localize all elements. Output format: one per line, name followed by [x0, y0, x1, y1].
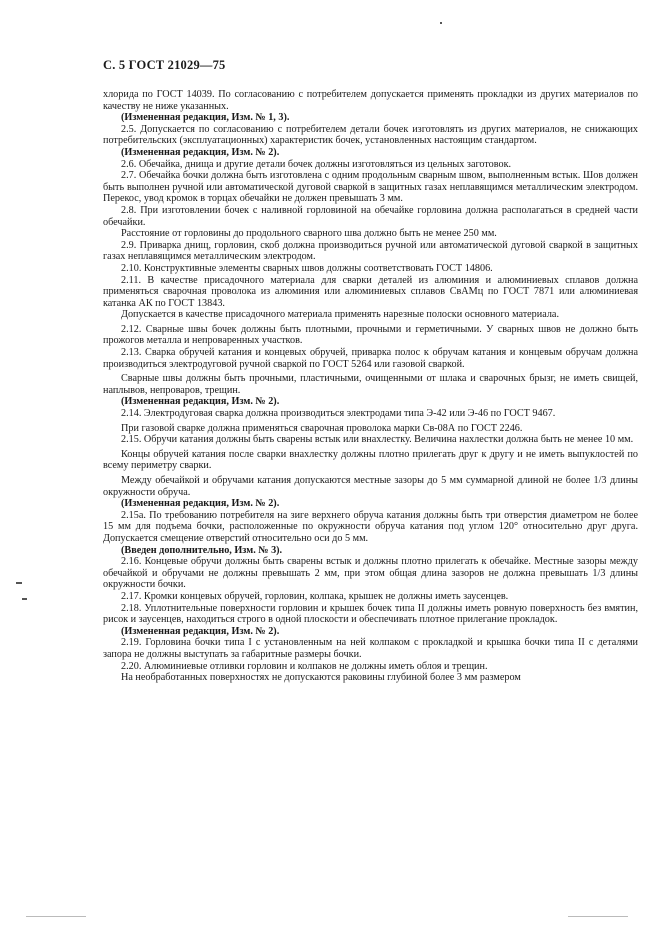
scan-mark — [22, 598, 27, 600]
paragraph: 2.12. Сварные швы бочек должны быть плотными, прочными и герметичными. У сварных швов не должно быть прожогов металла и непроваренных участков. — [103, 323, 638, 347]
paragraph: 2.20. Алюминиевые отливки горловин и колпаков не должны иметь облоя и трещин. — [121, 660, 488, 672]
paragraph: 2.16. Концевые обручи должны быть сварены встык и должны плотно прилегать к обечайке. Местные зазоры между обечайкой и обручами не должны превышать 2 мм, при этом общая длина зазоров не должна превышать 1/3 длины окружности бочки. — [103, 556, 638, 591]
revision-note: (Измененная редакция, Изм. № 2). — [121, 498, 280, 510]
paragraph: При газовой сварке должна применяться сварочная проволока марки Св-08А по ГОСТ 2246. — [121, 422, 523, 434]
revision-note: (Измененная редакция, Изм. № 2). — [121, 396, 280, 408]
paragraph: 2.7. Обечайка бочки должна быть изготовлена с одним продольным сварным швом, выполненным встык. Шов должен быть выполнен ручной или автоматической дуговой сваркой в защитных газах неплавящимся металлическим электродом. Перекос, увод кромок в торцах обечайки не должен превышать 3 мм. — [103, 170, 638, 205]
revision-note: (Измененная редакция, Изм. № 2). — [121, 146, 280, 158]
paragraph: 2.18. Уплотнительные поверхности горловин и крышек бочек типа II должны иметь ровную поверхность без вмятин, рисок и заусенцев, находиться строго в одной плоскости и обеспечивать плотное прилегание прокладок. — [103, 602, 638, 626]
paragraph: Сварные швы должны быть прочными, пластичными, очищенными от шлака и сварочных брызг, не иметь свищей, наплывов, непроваров, трещин. — [103, 373, 638, 396]
revision-note: (Введен дополнительно, Изм. № 3). — [121, 544, 283, 556]
scan-mark — [26, 916, 86, 917]
scan-mark — [568, 916, 628, 917]
paragraph: На необработанных поверхностях не допускаются раковины глубиной более 3 мм размером — [121, 672, 521, 684]
paragraph: Концы обручей катания после сварки внахлестку должны плотно прилегать друг к другу и не иметь выпуклостей по всему периметру сварки. — [103, 448, 638, 472]
paragraph: 2.9. Приварка днищ, горловин, скоб должна производиться ручной или автоматической дуговой сваркой в защитных газах неплавящимся металлическим электродом. — [103, 239, 638, 263]
paragraph: Расстояние от горловины до продольного сварного шва должно быть не менее 250 мм. — [121, 228, 497, 240]
paragraph: 2.11. В качестве присадочного материала для сварки деталей из алюминия и алюминиевых сплавов должна применяться сварочная проволока из алюминия или алюминиевых сплавов СвАМц по ГОСТ 7871 или алюминиевая катанка АК по ГОСТ 13843. — [103, 274, 638, 309]
paragraph: 2.13. Сварка обручей катания и концевых обручей, приварка полос к обручам катания и концевым обручам должна производиться электродуговой ручной сваркой по ГОСТ 5264 или газовой сваркой. — [103, 347, 638, 370]
paragraph: Между обечайкой и обручами катания допускаются местные зазоры до 5 мм суммарной длиной не более 1/3 длины окружности обруча. — [103, 475, 638, 498]
revision-note: (Измененная редакция, Изм. № 1, 3). — [121, 112, 290, 124]
document-body — [103, 89, 638, 684]
paragraph: 2.10. Конструктивные элементы сварных швов должны соответствовать ГОСТ 14806. — [121, 262, 493, 274]
paragraph: 2.6. Обечайка, днища и другие детали бочек должны изготовляться из цельных заготовок. — [121, 158, 512, 170]
scan-mark — [440, 22, 442, 24]
paragraph: 2.17. Кромки концевых обручей, горловин, колпака, крышек не должны иметь заусенцев. — [121, 590, 509, 602]
paragraph: 2.15. Обручи катания должны быть сварены встык или внахлестку. Величина нахлестки должна быть не менее 10 мм. — [121, 434, 634, 446]
revision-note: (Измененная редакция, Изм. № 2). — [121, 625, 280, 637]
paragraph: Допускается в качестве присадочного материала применять нарезные полоски основного материала. — [121, 309, 559, 321]
page-header: С. 5 ГОСТ 21029—75 — [103, 58, 226, 72]
paragraph: 2.14. Электродуговая сварка должна производиться электродами типа Э-42 или Э-46 по ГОСТ 9467. — [121, 408, 556, 420]
paragraph: 2.19. Горловина бочки типа I с установленным на ней колпаком с прокладкой и крышка бочки типа II с деталями запора не должны выступать за габаритные размеры бочки. — [103, 637, 638, 660]
paragraph: 2.5. Допускается по согласованию с потребителем детали бочек изготовлять из других материалов, не снижающих потребительских (эксплуатационных) характеристик бочек, установленных настоящим стандартом. — [103, 123, 638, 147]
scan-mark — [16, 582, 22, 584]
paragraph: хлорида по ГОСТ 14039. По согласованию с потребителем допускается применять прокладки из других материалов по качеству не ниже указанных. — [103, 89, 638, 112]
paragraph: 2.15а. По требованию потребителя на зиге верхнего обруча катания должны быть три отверстия диаметром не более 15 мм для подъема бочки, расположенные по окружности обруча катания под углом 120° относительно друг друга. Допускается смещение отверстий относительно оси до 5 мм. — [103, 509, 638, 544]
paragraph: 2.8. При изготовлении бочек с наливной горловиной на обечайке горловина должна располагаться в средней части обечайки. — [103, 204, 638, 228]
